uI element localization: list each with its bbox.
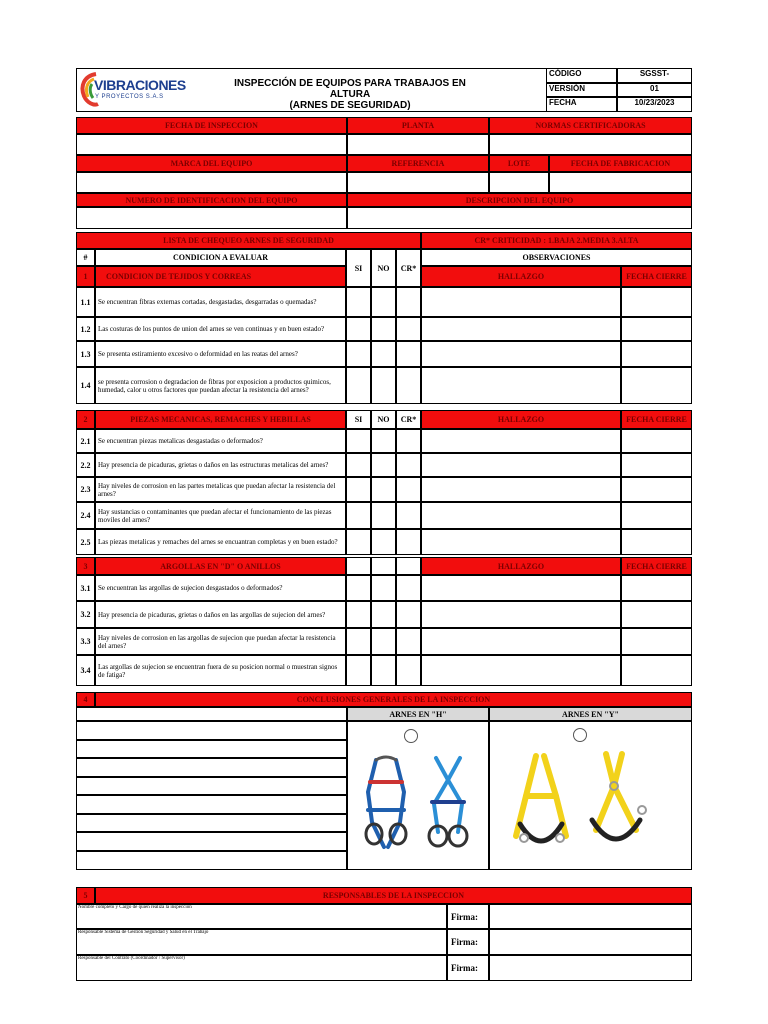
checklist-title: LISTA DE CHEQUEO ARNES DE SEGURIDAD xyxy=(76,232,421,249)
cr-field[interactable] xyxy=(396,341,421,367)
fecha-cierre-field[interactable] xyxy=(621,453,692,477)
no-checkbox[interactable] xyxy=(371,502,396,529)
hallazgo-field[interactable] xyxy=(421,477,621,502)
cr-field[interactable] xyxy=(396,429,421,453)
hallazgo-field[interactable] xyxy=(421,317,621,341)
form-title-line1: INSPECCIÓN DE EQUIPOS PARA TRABAJOS EN ALTURA xyxy=(234,78,466,100)
arnes-h-radio[interactable] xyxy=(404,729,418,743)
si-checkbox[interactable] xyxy=(346,477,371,502)
arnes-h-header: ARNES EN "H" xyxy=(347,707,489,721)
item-num: 1.1 xyxy=(76,287,95,317)
section-4-title: CONCLUSIONES GENERALES DE LA INSPECCION xyxy=(95,692,692,707)
harness-h-icon xyxy=(354,752,484,852)
section-2-si: SI xyxy=(346,410,371,429)
arnes-y-header: ARNES EN "Y" xyxy=(489,707,692,721)
item-text: Hay presencia de picaduras, grietas o daños en las estructuras metalicas del arnes? xyxy=(95,453,346,477)
item-num: 1.4 xyxy=(76,367,95,404)
item-num: 3.1 xyxy=(76,575,95,601)
section-3-cr xyxy=(396,557,421,575)
fecha-inspeccion-header: FECHA DE INSPECCION xyxy=(76,117,347,134)
section-3-title: ARGOLLAS EN "D" O ANILLOS xyxy=(95,557,346,575)
form-title-line2: (ARNES DE SEGURIDAD) xyxy=(289,100,411,111)
cr-field[interactable] xyxy=(396,477,421,502)
no-checkbox[interactable] xyxy=(371,601,396,628)
hallazgo-field[interactable] xyxy=(421,429,621,453)
conclusion-line-input[interactable] xyxy=(76,758,347,777)
firma-label: Firma: xyxy=(447,929,489,955)
item-num: 2.2 xyxy=(76,453,95,477)
referencia-header: REFERENCIA xyxy=(347,155,489,172)
cr-field[interactable] xyxy=(396,287,421,317)
section-5-title: RESPONSABLES DE LA INSPECCION xyxy=(95,887,692,904)
hallazgo-field[interactable] xyxy=(421,529,621,555)
no-checkbox[interactable] xyxy=(371,317,396,341)
fecha-cierre-field[interactable] xyxy=(621,477,692,502)
fecha-cierre-field[interactable] xyxy=(621,529,692,555)
item-text: Las costuras de los puntos de union del arnes se ven continuas y en buen estado? xyxy=(95,317,346,341)
section-3-hallazgo: HALLAZGO xyxy=(421,557,621,575)
item-num: 1.3 xyxy=(76,341,95,367)
item-num: 3.2 xyxy=(76,601,95,628)
cr-field[interactable] xyxy=(396,317,421,341)
no-checkbox[interactable] xyxy=(371,575,396,601)
item-num: 2.5 xyxy=(76,529,95,555)
item-num: 1.2 xyxy=(76,317,95,341)
item-num: 2.4 xyxy=(76,502,95,529)
section-3-fecha-cierre: FECHA CIERRE xyxy=(621,557,692,575)
section-1-title: CONDICION DE TEJIDOS Y CORREAS xyxy=(95,266,346,287)
condicion-header: CONDICION A EVALUAR xyxy=(95,249,346,266)
section-3-num: 3 xyxy=(76,557,95,575)
hallazgo-field[interactable] xyxy=(421,628,621,655)
section-1-hallazgo: HALLAZGO xyxy=(421,266,621,287)
conclusion-line-input[interactable] xyxy=(76,721,347,740)
hallazgo-field[interactable] xyxy=(421,601,621,628)
conclusion-line-input[interactable] xyxy=(76,832,347,851)
planta-header: PLANTA xyxy=(347,117,489,134)
fecha-cierre-field[interactable] xyxy=(621,429,692,453)
marca-field[interactable] xyxy=(76,172,347,193)
item-text: Hay sustancias o contaminantes que puedan afectar el funcionamiento de las piezas moviles del arnes? xyxy=(95,502,346,529)
referencia-field[interactable] xyxy=(347,172,489,193)
arnes-y-radio[interactable] xyxy=(573,728,587,742)
hallazgo-field[interactable] xyxy=(421,367,621,404)
codigo-label: CÓDIGO xyxy=(546,68,617,83)
normas-field[interactable] xyxy=(489,134,692,155)
conclusion-line-input[interactable] xyxy=(76,777,347,795)
no-checkbox[interactable] xyxy=(371,477,396,502)
conclusion-line-input[interactable] xyxy=(76,795,347,814)
fecha-cierre-field[interactable] xyxy=(621,287,692,317)
item-text: Se encuentran fibras externas cortadas, desgastadas, desgarradas o quemadas? xyxy=(95,287,346,317)
section-1-num: 1 xyxy=(76,266,95,287)
version-label: VERSIÓN xyxy=(546,83,617,97)
si-checkbox[interactable] xyxy=(346,429,371,453)
si-checkbox[interactable] xyxy=(346,453,371,477)
item-text: Las piezas metalicas y remaches del arnes se encuantran completas y en buen estado? xyxy=(95,529,346,555)
conclusion-line-input[interactable] xyxy=(76,851,347,870)
item-text: Se presenta estiramiento excesivo o deformidad en las reatas del arnes? xyxy=(95,341,346,367)
section-1-fecha-cierre: FECHA CIERRE xyxy=(621,266,692,287)
fecha-value: 10/23/2023 xyxy=(617,97,692,112)
firma-field[interactable] xyxy=(489,955,692,981)
no-checkbox[interactable] xyxy=(371,367,396,404)
conclusions-blank-header xyxy=(76,707,347,721)
si-checkbox[interactable] xyxy=(346,502,371,529)
cr-field[interactable] xyxy=(396,502,421,529)
codigo-value: SGSST- xyxy=(617,68,692,83)
cr-field[interactable] xyxy=(396,601,421,628)
cr-field[interactable] xyxy=(396,655,421,686)
fecha-cierre-field[interactable] xyxy=(621,367,692,404)
no-checkbox[interactable] xyxy=(371,655,396,686)
section-5-num: 5 xyxy=(76,887,95,904)
fecha-cierre-field[interactable] xyxy=(621,317,692,341)
fecha-cierre-field[interactable] xyxy=(621,601,692,628)
version-value: 01 xyxy=(617,83,692,97)
item-text: Las argollas de sujecion se encuentran fuera de su posicion normal o muestran signos de fatiga? xyxy=(95,655,346,686)
si-checkbox[interactable] xyxy=(346,341,371,367)
form-title xyxy=(220,78,480,111)
planta-field[interactable] xyxy=(347,134,489,155)
firma-label: Firma: xyxy=(447,955,489,981)
fecha-cierre-field[interactable] xyxy=(621,655,692,686)
section-2-hallazgo: HALLAZGO xyxy=(421,410,621,429)
fecha-cierre-field[interactable] xyxy=(621,341,692,367)
section-2-cr: CR* xyxy=(396,410,421,429)
no-header: NO xyxy=(371,249,396,287)
si-checkbox[interactable] xyxy=(346,655,371,686)
fecha-cierre-field[interactable] xyxy=(621,575,692,601)
fecha-cierre-field[interactable] xyxy=(621,628,692,655)
harness-y-icon xyxy=(496,746,686,866)
cr-field[interactable] xyxy=(396,367,421,404)
no-checkbox[interactable] xyxy=(371,429,396,453)
item-text: Se encuentran las argollas de sujecion desgastados o deformados? xyxy=(95,575,346,601)
logo-main-text: VIBRACIONES xyxy=(94,77,186,93)
si-header: SI xyxy=(346,249,371,287)
no-checkbox[interactable] xyxy=(371,341,396,367)
fecha-cierre-field[interactable] xyxy=(621,502,692,529)
company-logo xyxy=(78,70,218,110)
lote-field[interactable] xyxy=(489,172,549,193)
descripcion-field[interactable] xyxy=(347,207,692,229)
item-text: se presenta corrosion o degradacion de fibras por exposicion a productos quimicos, humedad, calor u otros factores que puedan afectar la resistencia del arnes? xyxy=(95,367,346,404)
cr-field[interactable] xyxy=(396,628,421,655)
section-2-no: NO xyxy=(371,410,396,429)
observaciones-header: OBSERVACIONES xyxy=(421,249,692,266)
item-num: 2.1 xyxy=(76,429,95,453)
section-4-num: 4 xyxy=(76,692,95,707)
si-checkbox[interactable] xyxy=(346,287,371,317)
si-checkbox[interactable] xyxy=(346,628,371,655)
section-2-title: PIEZAS MECANICAS, REMACHES Y HEBILLAS xyxy=(95,410,346,429)
no-checkbox[interactable] xyxy=(371,628,396,655)
conclusion-line-input[interactable] xyxy=(76,740,347,758)
no-checkbox[interactable] xyxy=(371,529,396,555)
firma-field[interactable] xyxy=(489,904,692,929)
hallazgo-field[interactable] xyxy=(421,287,621,317)
si-checkbox[interactable] xyxy=(346,601,371,628)
no-checkbox[interactable] xyxy=(371,453,396,477)
si-checkbox[interactable] xyxy=(346,575,371,601)
cr-field[interactable] xyxy=(396,453,421,477)
numero-id-field[interactable] xyxy=(76,207,347,229)
fecha-label: FECHA xyxy=(546,97,617,112)
marca-header: MARCA DEL EQUIPO xyxy=(76,155,347,172)
cr-header: CR* xyxy=(396,249,421,287)
si-checkbox[interactable] xyxy=(346,529,371,555)
numero-id-header: NUMERO DE IDENTIFICACION DEL EQUIPO xyxy=(76,193,347,207)
firma-label: Firma: xyxy=(447,904,489,929)
section-3-no xyxy=(371,557,396,575)
fecha-fabricacion-field[interactable] xyxy=(549,172,692,193)
logo-sub-text: Y PROYECTOS S.A.S xyxy=(95,94,164,100)
responsable-label: Responsable del Contrato (Coordinador / Supervisor) xyxy=(78,956,185,961)
item-num: 3.4 xyxy=(76,655,95,686)
no-checkbox[interactable] xyxy=(371,287,396,317)
section-2-num: 2 xyxy=(76,410,95,429)
cr-field[interactable] xyxy=(396,575,421,601)
item-text: Se encuentran piezas metalicas desgastadas o deformados? xyxy=(95,429,346,453)
si-checkbox[interactable] xyxy=(346,317,371,341)
hallazgo-field[interactable] xyxy=(421,655,621,686)
hallazgo-field[interactable] xyxy=(421,575,621,601)
item-num: 3.3 xyxy=(76,628,95,655)
conclusion-line-input[interactable] xyxy=(76,814,347,832)
section-2-fecha-cierre: FECHA CIERRE xyxy=(621,410,692,429)
responsable-label: Responsable Sistema de Gestion Seguridad y Salud en el Trabajo xyxy=(78,930,209,935)
firma-field[interactable] xyxy=(489,929,692,955)
criticidad-legend: CR* CRITICIDAD : 1.BAJA 2.MEDIA 3.ALTA xyxy=(421,232,692,249)
fecha-inspeccion-field[interactable] xyxy=(76,134,347,155)
hash-header: # xyxy=(76,249,95,266)
cr-field[interactable] xyxy=(396,529,421,555)
item-text: Hay niveles de corrosion en las argollas de sujecion que puedan afectar la resistencia del arnes? xyxy=(95,628,346,655)
section-3-si xyxy=(346,557,371,575)
si-checkbox[interactable] xyxy=(346,367,371,404)
lote-header: LOTE xyxy=(489,155,549,172)
hallazgo-field[interactable] xyxy=(421,502,621,529)
fecha-fabricacion-header: FECHA DE FABRICACION xyxy=(549,155,692,172)
item-text: Hay niveles de corrosion en las partes metalicas que puedan afectar la resistencia del arnes? xyxy=(95,477,346,502)
normas-header: NORMAS CERTIFICADORAS xyxy=(489,117,692,134)
hallazgo-field[interactable] xyxy=(421,341,621,367)
item-text: Hay presencia de picaduras, grietas o daños en las argollas de sujecion del arnes? xyxy=(95,601,346,628)
responsable-label: Nombre completo y Cargo de quien realiza la inspeccion xyxy=(78,905,192,910)
descripcion-header: DESCRIPCION DEL EQUIPO xyxy=(347,193,692,207)
item-num: 2.3 xyxy=(76,477,95,502)
hallazgo-field[interactable] xyxy=(421,453,621,477)
